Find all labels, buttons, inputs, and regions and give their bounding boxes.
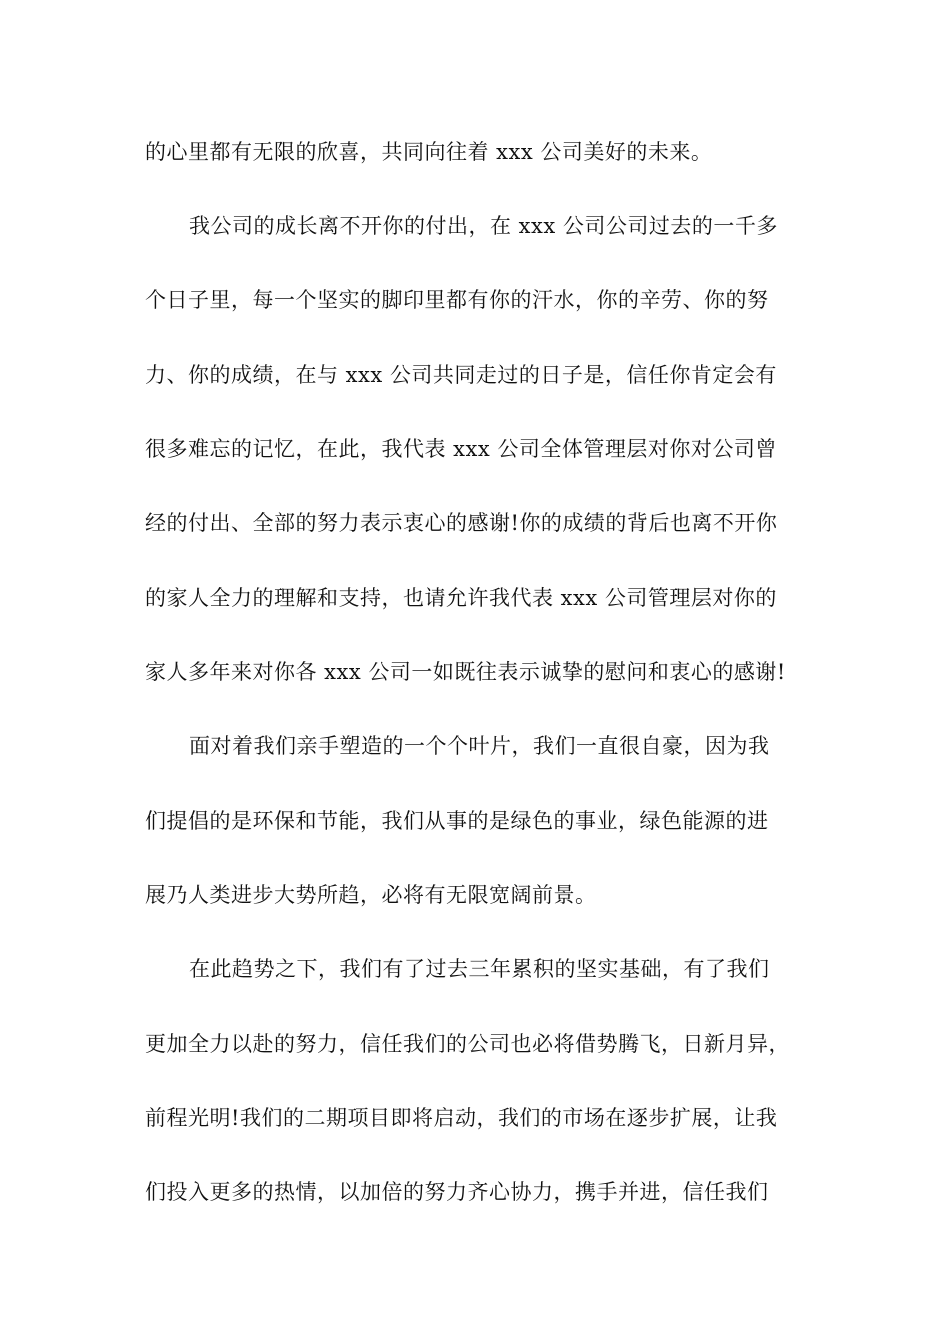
text-line-13: 更加全力以赴的努力，信任我们的公司也必将借势腾飞，日新月异， [145, 1032, 790, 1056]
text-line-5: 很多难忘的记忆，在此，我代表 xxx 公司全体管理层对你对公司曾 [145, 437, 777, 461]
text-line-7: 的家人全力的理解和支持，也请允许我代表 xxx 公司管理层对你的 [145, 586, 777, 610]
text-line-8: 家人多年来对你各 xxx 公司一如既往表示诚挚的慰问和衷心的感谢! [145, 660, 786, 684]
text-line-11: 展乃人类进步大势所趋，必将有无限宽阔前景。 [145, 883, 597, 907]
text-line-3: 个日子里，每一个坚实的脚印里都有你的汗水，你的辛劳、你的努 [145, 288, 769, 312]
text-line-12: 在此趋势之下，我们有了过去三年累积的坚实基础，有了我们 [189, 957, 770, 981]
text-line-9: 面对着我们亲手塑造的一个个叶片，我们一直很自豪，因为我 [189, 734, 770, 758]
text-line-10: 们提倡的是环保和节能，我们从事的是绿色的事业，绿色能源的进 [145, 809, 769, 833]
text-line-4: 力、你的成绩，在与 xxx 公司共同走过的日子是，信任你肯定会有 [145, 363, 777, 387]
text-line-15: 们投入更多的热情，以加倍的努力齐心协力，携手并进，信任我们 [145, 1180, 769, 1204]
text-line-2: 我公司的成长离不开你的付出，在 xxx 公司公司过去的一千多 [189, 214, 778, 238]
text-line-1: 的心里都有无限的欣喜，共同向往着 xxx 公司美好的未来。 [145, 140, 713, 164]
text-line-14: 前程光明!我们的二期项目即将启动，我们的市场在逐步扩展，让我 [145, 1106, 778, 1130]
text-line-6: 经的付出、全部的努力表示衷心的感谢!你的成绩的背后也离不开你 [145, 511, 778, 535]
